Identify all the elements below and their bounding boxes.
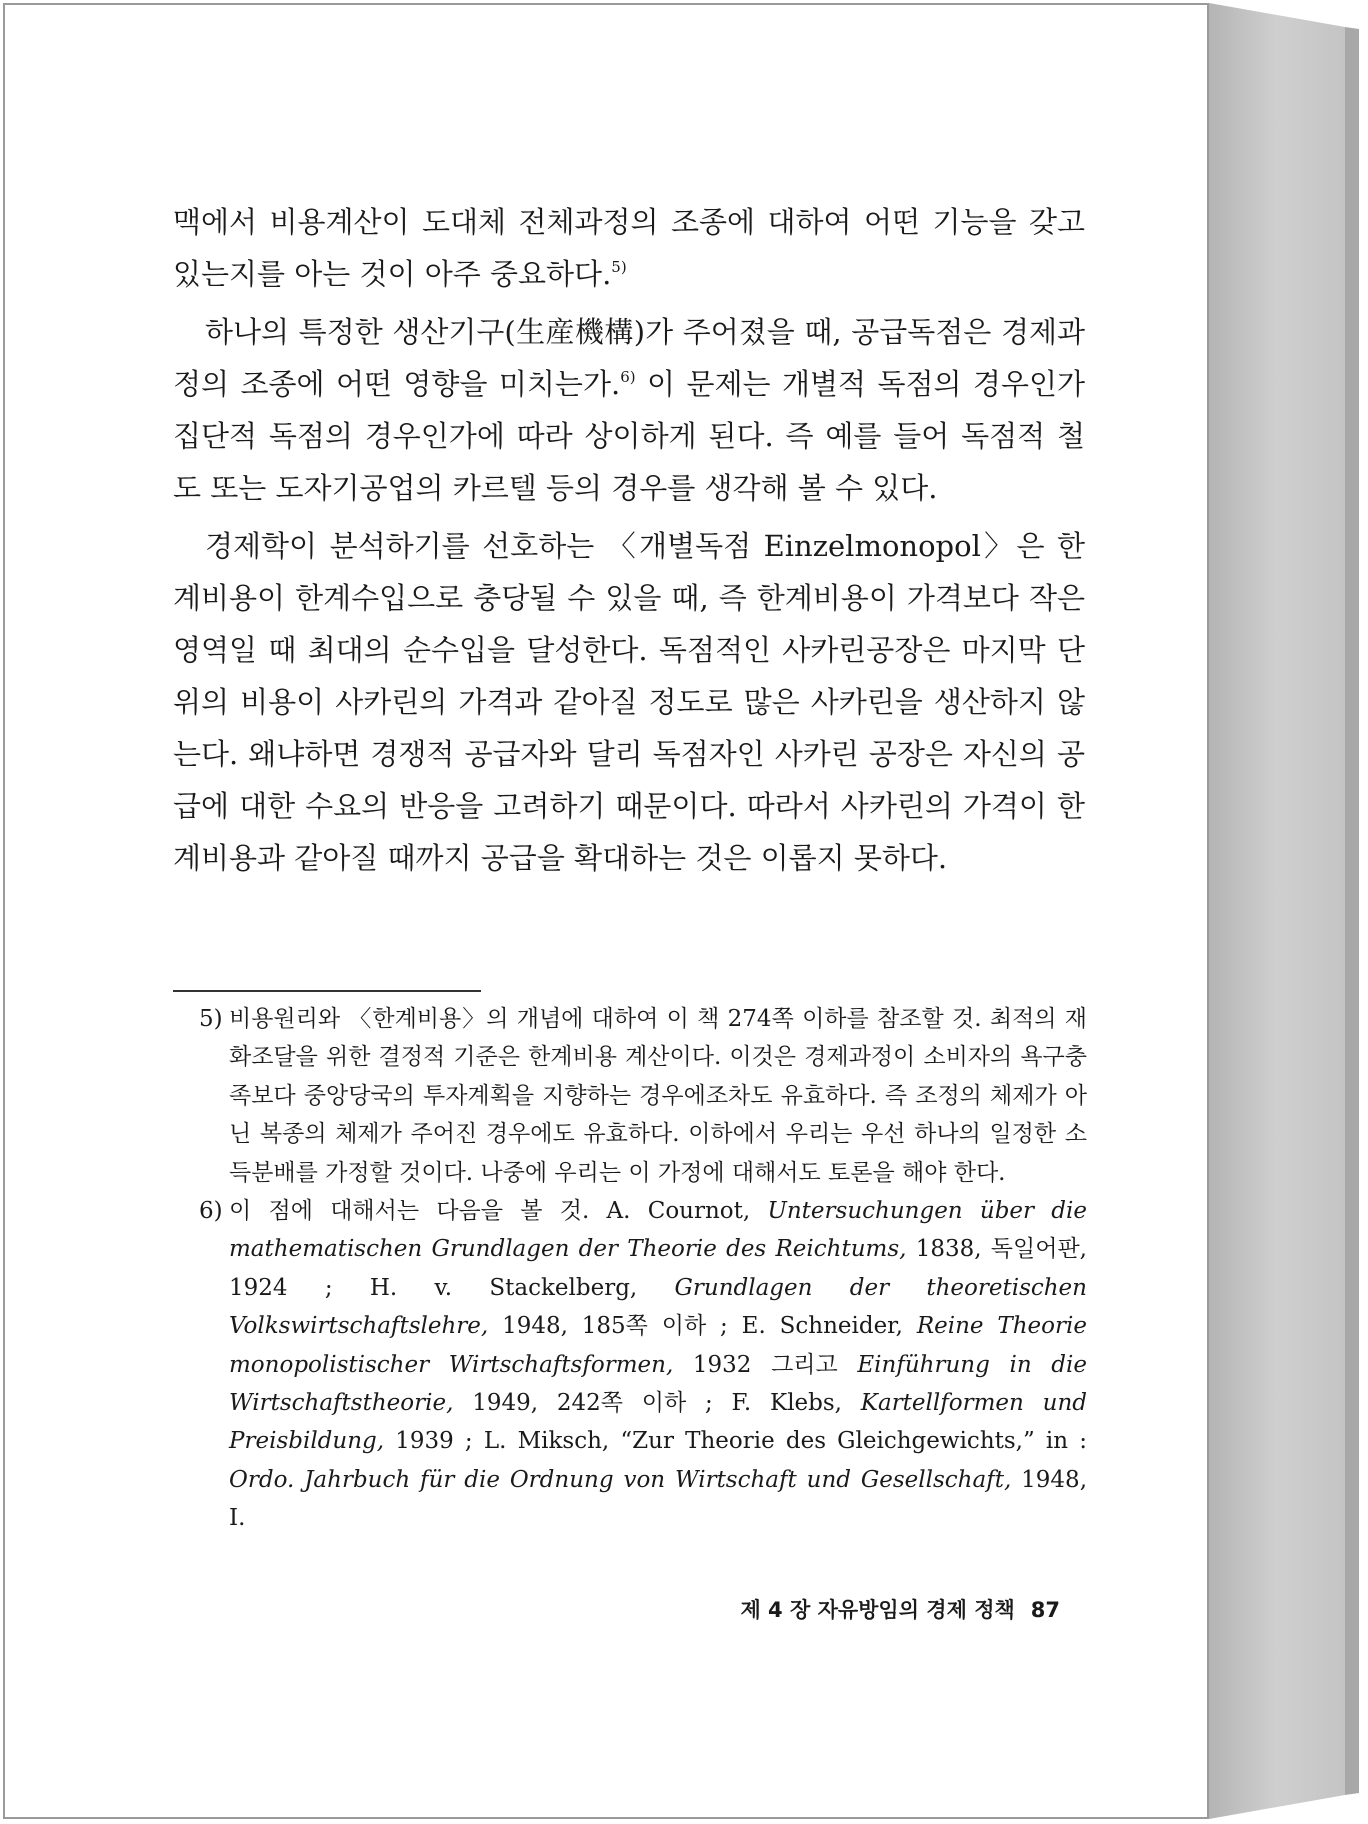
footnote-6-seg: 1932 그리고	[673, 1351, 858, 1378]
footnote-6-seg: 1949, 242쪽 이하 ; F. Klebs,	[453, 1390, 861, 1417]
footnote-divider	[173, 990, 481, 992]
footnote-5	[199, 1000, 1087, 1192]
paragraph-1-text: 맥에서 비용계산이 도대체 전체과정의 조종에 대하여 어떤 기능을 갖고 있는지를 아는 것이 아주 중요하다.	[173, 205, 1085, 291]
footnote-6	[199, 1192, 1087, 1538]
spine-edge	[1345, 27, 1359, 1795]
footnote-6-title: Einführung in die Wirtschaftstheorie,	[229, 1351, 1087, 1417]
footnote-5-text: 비용원리와 〈한계비용〉의 개념에 대하여 이 책 274쪽 이하를 참조할 것. 최적의 재화조달을 위한 결정적 기준은 한계비용 계산이다. 이것은 경제과정이 소비자의 욕구충족보다 중앙당국의 투자계획을 지향하는 경우에조차도 유효하다. 즉 조정의 체제가 아닌 복종의 체제가 주어진 경우에도 유효하다. 이하에서 우리는 우선 하나의 일정한 소득분배를 가정할 것이다. 나중에 우리는 이 가정에 대해서도 토론을 해야 한다.	[229, 1006, 1087, 1186]
paragraph-2-text-a: 하나의 특정한 생산기구(生産機構)가 주어졌을 때, 공급독점은 경제과정의 조종에 어떤 영향을 미치는가.	[173, 315, 1085, 401]
footnote-ref-6: 6)	[620, 368, 636, 386]
paragraph-2-text-b: 이 문제는 개별적 독점의 경우인가 집단적 독점의 경우인가에 따라 상이하게 된다. 즉 예를 들어 독점적 철도 또는 도자기공업의 카르텔 등의 경우를 생각해 볼 수 있다.	[173, 367, 1085, 505]
footnote-6-seg: 이 점에 대해서는 다음을 볼 것. A. Cournot,	[229, 1198, 768, 1225]
paragraph-3-text: 경제학이 분석하기를 선호하는 〈개별독점 Einzelmonopol〉은 한계비용이 한계수입으로 충당될 수 있을 때, 즉 한계비용이 가격보다 작은 영역일 때 최대의 순수입을 달성한다. 독점적인 사카린공장은 마지막 단위의 비용이 사카린의 가격과 같아질 정도로 많은 사카린을 생산하지 않는다. 왜냐하면 경쟁적 공급자와 달리 독점자인 사카린 공장은 자신의 공급에 대한 수요의 반응을 고려하기 때문이다. 따라서 사카린의 가격이 한계비용과 같아질 때까지 공급을 확대하는 것은 이롭지 못하다.	[173, 529, 1085, 875]
running-footer-chapter: 제 4 장 자유방임의 경제 정책	[740, 1598, 1015, 1622]
footnotes	[199, 1000, 1087, 1538]
footnote-6-seg: 1948, I.	[229, 1466, 1088, 1532]
footnote-6-title: Kartellformen und Preisbildung,	[229, 1390, 1087, 1455]
footnote-6-number: 6)	[199, 1198, 223, 1225]
footnote-6-seg: 1838, 독일어판, 1924 ; H. v. Stackelberg,	[229, 1236, 1087, 1301]
footnote-5-number: 5)	[199, 1006, 223, 1032]
footnote-6-title: Grundlagen der theoretischen Volkswirtschaftslehre,	[229, 1274, 1087, 1340]
footnote-6-seg: 1939 ; L. Miksch, “Zur Theorie des Gleichgewichts,” in :	[384, 1428, 1087, 1455]
footnote-6-seg: 1948, 185쪽 이하 ; E. Schneider,	[488, 1313, 917, 1340]
spine-face	[1209, 3, 1345, 1819]
paragraph-3	[173, 520, 1085, 884]
book-spine	[1209, 3, 1359, 1819]
footnote-6-title: Untersuchungen über die mathematischen Grundlagen der Theorie des Reichtums,	[229, 1198, 1087, 1263]
paragraph-1	[173, 196, 1085, 300]
footnote-6-title: Reine Theorie monopolistischer Wirtschaftsformen,	[229, 1313, 1087, 1378]
footnote-6-title: Ordo. Jahrbuch für die Ordnung von Wirtschaft und Gesellschaft,	[229, 1466, 1012, 1493]
running-footer	[600, 1594, 1060, 1624]
paragraph-2	[173, 306, 1085, 514]
book-spine-shape	[1209, 3, 1359, 1819]
page-number: 87	[1030, 1598, 1060, 1622]
footnote-ref-5: 5)	[611, 258, 627, 276]
body-text	[173, 196, 1085, 884]
